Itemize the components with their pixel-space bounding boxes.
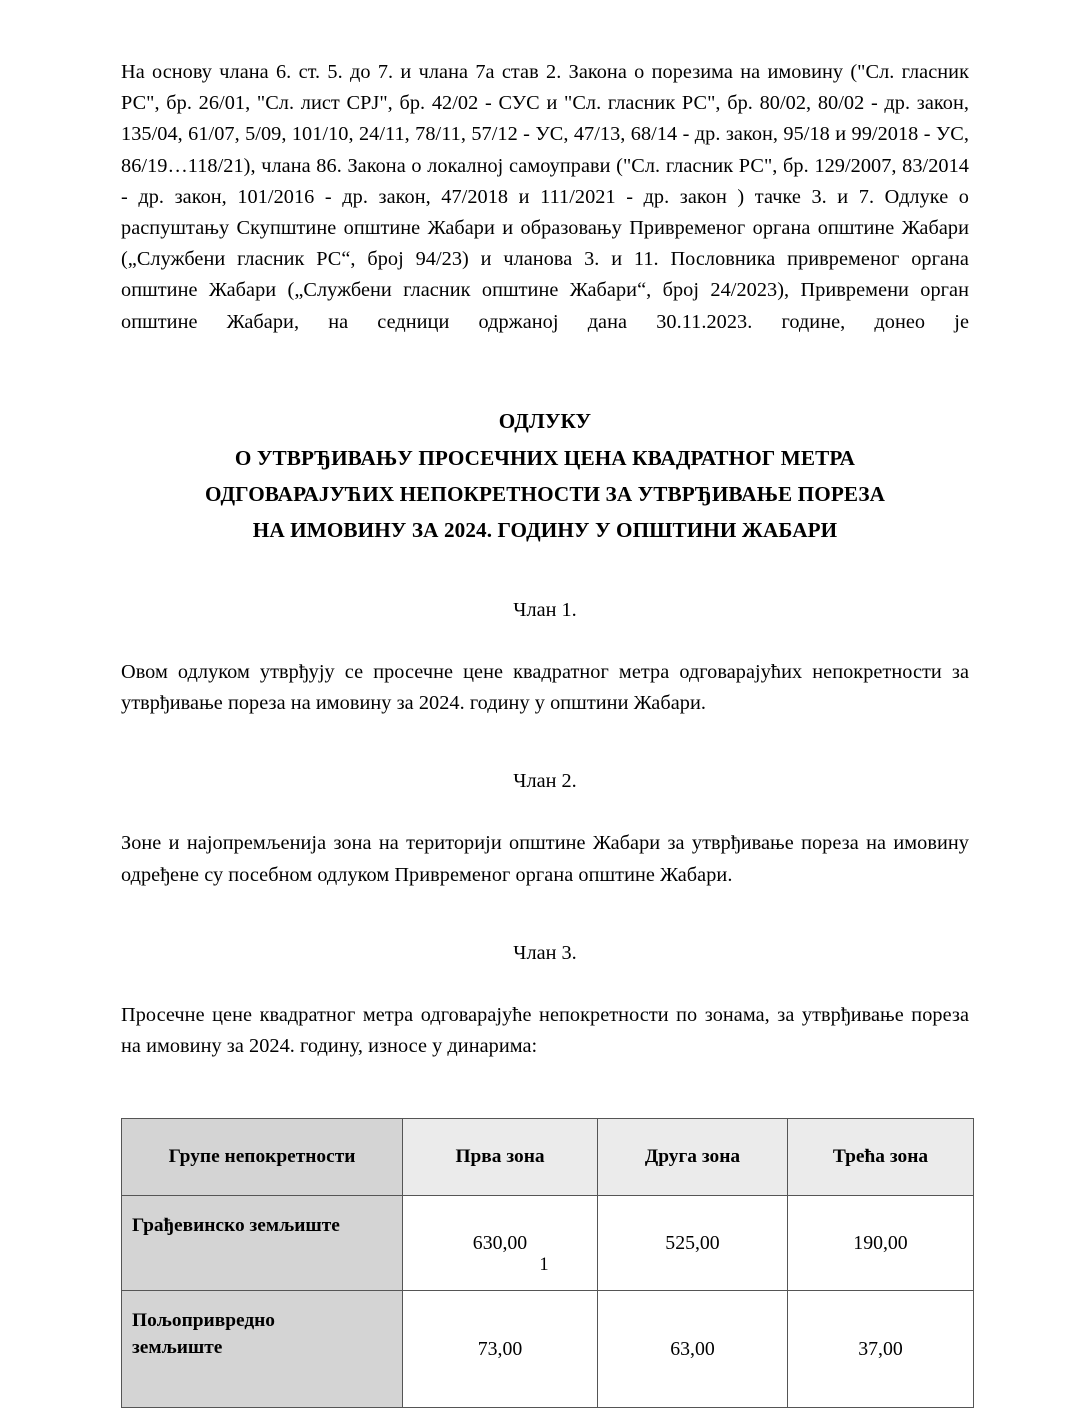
title-line-1: ОДЛУКУ — [498, 409, 592, 434]
cell-agricultural-land-zone-3: 37,00 — [788, 1291, 974, 1408]
spacer — [121, 626, 969, 657]
table-row — [122, 1196, 974, 1291]
spacer — [121, 719, 969, 766]
article-2-heading: Члан 2. — [513, 770, 577, 793]
column-header-groups: Групе непокретности — [122, 1119, 403, 1196]
decision-title — [121, 403, 969, 548]
document-body — [121, 57, 969, 1408]
spacer — [121, 891, 969, 938]
intro-paragraph: На основу члана 6. ст. 5. до 7. и члана 7а став 2. Закона о порезима на имовину ("Сл. гласник РС", бр. 26/01, "Сл. лист СРЈ", бр. 42/02 - СУС и "Сл. гласник РС", бр. 80/02, 80/02 - др. закон, 135/04, 61/07, 5/09, 101/10, 24/11, 78/11, 57/12 - УС, 47/13, 68/14 - др. закон, 95/18 и 99/2018 - УС, 86/19…118/21), члана 86. Закона о локалној самоуправи ("Сл. гласник РС", бр. 129/2007, 83/2014 - др. закон, 101/2016 - др. закон, 47/2018 и 111/2021 - др. закон ) тачке 3. и 7. Одлуке о распуштању Скупштине општине Жабари и образовању Привременог органа општине Жабари („Службени гласник РС“, број 94/23) и чланова 3. и 11. Пословника привременог органа општине Жабари („Службени гласник општине Жабари“, број 24/2023), Привремени орган општине Жабари, на седници одржаној дана 30.11.2023. године, донео је — [121, 61, 969, 333]
cell-agricultural-land-zone-1: 73,00 — [403, 1291, 598, 1408]
title-line-3: ОДГОВАРАЈУЋИХ НЕПОКРЕТНОСТИ ЗА УТВРЂИВАЊЕ ПОРЕЗА — [204, 482, 886, 507]
row-label-building-land: Грађевинско земљиште — [122, 1196, 403, 1291]
column-header-zone-3: Трећа зона — [788, 1119, 974, 1196]
title-line-2: О УТВРЂИВАЊУ ПРОСЕЧНИХ ЦЕНА КВАДРАТНОГ МЕТРА — [234, 446, 856, 471]
spacer — [121, 797, 969, 828]
spacer — [121, 548, 969, 595]
row-label-line-2: земљиште — [132, 1337, 223, 1359]
cell-building-land-zone-1: 630,00 — [403, 1196, 598, 1291]
column-header-zone-1: Прва зона — [403, 1119, 598, 1196]
table-row — [122, 1291, 974, 1408]
row-label-agricultural-land — [122, 1291, 403, 1408]
page-number: 1 — [539, 1255, 549, 1275]
article-1-heading: Члан 1. — [513, 599, 577, 622]
cell-agricultural-land-zone-2: 63,00 — [598, 1291, 788, 1408]
title-line-4: НА ИМОВИНУ ЗА 2024. ГОДИНУ У ОПШТИНИ ЖАБАРИ — [252, 518, 838, 543]
spacer — [121, 969, 969, 1000]
row-label-line-1: Пољопривредно — [132, 1310, 276, 1332]
column-header-zone-2: Друга зона — [598, 1119, 788, 1196]
cell-building-land-zone-2: 525,00 — [598, 1196, 788, 1291]
article-3-heading: Члан 3. — [513, 941, 577, 964]
article-1-body: Овом одлуком утврђују се просечне цене квадратног метра одговарајућих непокретности за утврђивање пореза на имовину за 2024. годину у општини Жабари. — [121, 661, 969, 715]
article-3-body: Просечне цене квадратног метра одговарајуће непокретности по зонама, за утврђивање пореза на имовину за 2024. годину, износе у динарима: — [121, 1003, 969, 1058]
article-2-body: Зоне и најопремљенија зона на територији општине Жабари за утврђивање пореза на имовину одређене су посебном одлуком Привременог органа општине Жабари. — [121, 832, 969, 886]
cell-building-land-zone-3: 190,00 — [788, 1196, 974, 1291]
table-header-row — [122, 1119, 974, 1196]
